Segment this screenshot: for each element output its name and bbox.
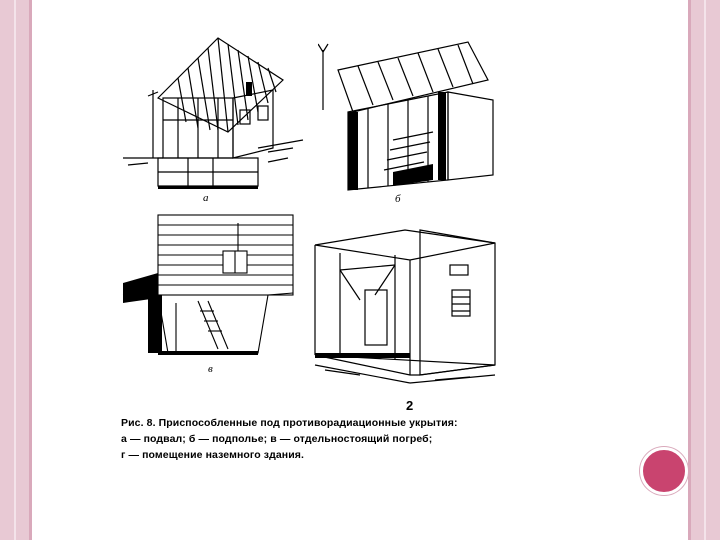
caption-line-3: г — помещение наземного здания. bbox=[121, 449, 305, 461]
panel-crawlspace-drawing bbox=[318, 40, 498, 195]
panel-basement-drawing bbox=[118, 30, 308, 195]
caption-line-1: Рис. 8. Приспособленные под противорадиационные укрытия: bbox=[121, 417, 458, 429]
decorative-circle bbox=[640, 447, 688, 495]
caption-line-2: а — подвал; б — подполье; в — отдельностоящий погреб; bbox=[121, 433, 433, 445]
slide-frame-left bbox=[0, 0, 32, 540]
crawlspace-illustration bbox=[318, 40, 498, 195]
panel-label-a: а bbox=[203, 192, 209, 204]
panel-label-b: б bbox=[395, 193, 401, 205]
figure-number: 2 bbox=[406, 398, 414, 413]
panel-label-c: в bbox=[208, 363, 213, 375]
slide-frame-right bbox=[688, 0, 720, 540]
figure-caption bbox=[121, 415, 511, 463]
shelter-figure bbox=[118, 30, 518, 410]
house-basement-illustration bbox=[118, 30, 308, 195]
cellar-illustration bbox=[118, 213, 298, 358]
ground-building-illustration bbox=[310, 225, 505, 390]
panel-cellar-drawing bbox=[118, 213, 298, 358]
panel-building-drawing bbox=[310, 225, 505, 390]
